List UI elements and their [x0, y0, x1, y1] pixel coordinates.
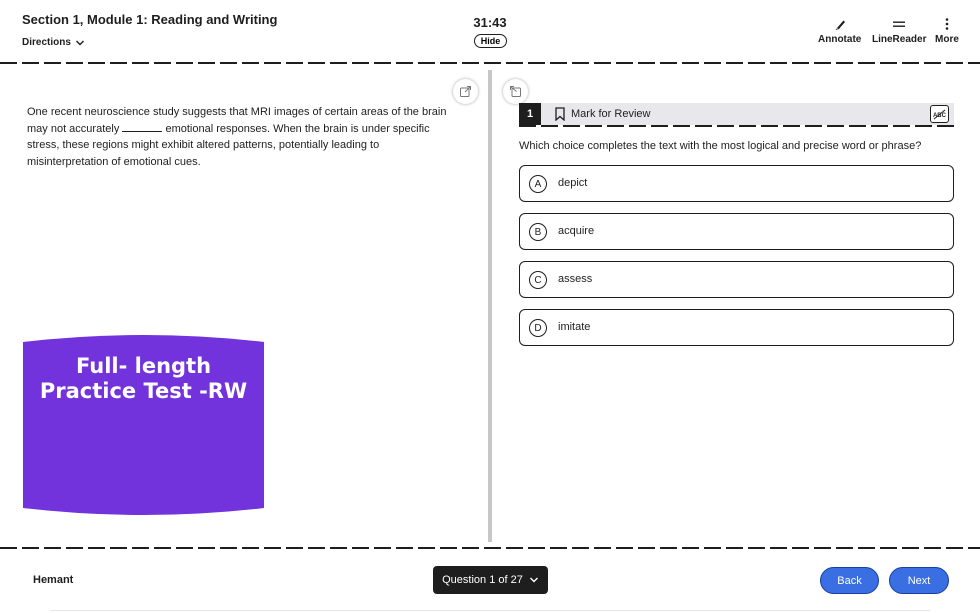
directions-label: Directions — [22, 37, 71, 48]
answer-choice-d[interactable] — [519, 309, 954, 346]
header-dashed-divider — [0, 62, 980, 64]
hide-timer-button[interactable]: Hide — [474, 34, 507, 48]
back-button[interactable]: Back — [820, 567, 879, 594]
svg-text:ABC: ABC — [932, 112, 947, 119]
passage-part-2: emotional responses. When the brain is under specific stress, these regions might exhibit altered patterns, potentially leading to misinterpretation of emotional cues. — [27, 122, 430, 168]
banner-line-1: Full- length — [75, 354, 212, 378]
pane-divider[interactable] — [488, 70, 492, 542]
practice-test-banner — [23, 334, 264, 516]
annotate-label: Annotate — [818, 34, 862, 45]
linereader-button[interactable] — [872, 17, 926, 45]
question-navigator-button[interactable] — [433, 566, 548, 594]
more-label: More — [935, 34, 959, 45]
mark-for-review-label: Mark for Review — [571, 108, 651, 120]
annotate-button[interactable] — [818, 17, 861, 45]
passage-text — [27, 104, 452, 170]
chevron-down-icon — [75, 38, 85, 48]
choice-letter: B — [529, 223, 547, 241]
choice-letter: C — [529, 271, 547, 289]
answer-choice-b[interactable] — [519, 213, 954, 250]
choice-letter: A — [529, 175, 547, 193]
question-dashed-divider — [519, 125, 954, 127]
section-title: Section 1, Module 1: Reading and Writing — [22, 12, 278, 27]
passage-part-1: One recent neuroscience study suggests that MRI images of certain areas of the brain may not accurately — [27, 106, 447, 135]
question-navigator-label: Question 1 of 27 — [442, 574, 523, 586]
banner-line-2: Practice Test -RW — [39, 379, 248, 403]
directions-toggle[interactable] — [22, 37, 85, 48]
more-button[interactable] — [935, 17, 959, 45]
answer-choice-a[interactable] — [519, 165, 954, 202]
collapse-question-button[interactable] — [503, 79, 528, 104]
question-prompt: Which choice completes the text with the most logical and precise word or phrase? — [519, 140, 922, 152]
collapse-icon — [509, 85, 522, 98]
abc-strikethrough-icon — [932, 108, 947, 121]
timer: 31:43 — [473, 15, 507, 30]
expand-icon — [459, 85, 472, 98]
choice-text: imitate — [558, 321, 591, 333]
top-bar — [0, 0, 980, 62]
more-vertical-icon — [940, 17, 954, 31]
bookmark-icon — [554, 107, 566, 121]
choice-letter: D — [529, 319, 547, 337]
linereader-label: LineReader — [872, 34, 927, 45]
banner-text — [23, 354, 264, 404]
passage-blank — [122, 122, 162, 132]
question-header-bar — [519, 103, 954, 125]
choice-text: assess — [558, 273, 593, 285]
answer-eliminator-button[interactable] — [930, 105, 949, 123]
footer-dashed-divider — [0, 547, 980, 549]
pen-icon — [833, 17, 847, 31]
mark-for-review-button[interactable] — [554, 107, 650, 121]
next-button[interactable]: Next — [889, 567, 949, 594]
question-number: 1 — [519, 103, 541, 125]
user-name: Hemant — [33, 574, 74, 586]
bottom-edge-line — [50, 610, 930, 611]
choice-text: acquire — [558, 225, 595, 237]
linereader-icon — [892, 17, 906, 31]
choice-text: depict — [558, 177, 588, 189]
chevron-down-icon — [529, 575, 539, 585]
answer-choice-c[interactable] — [519, 261, 954, 298]
expand-passage-button[interactable] — [453, 79, 478, 104]
